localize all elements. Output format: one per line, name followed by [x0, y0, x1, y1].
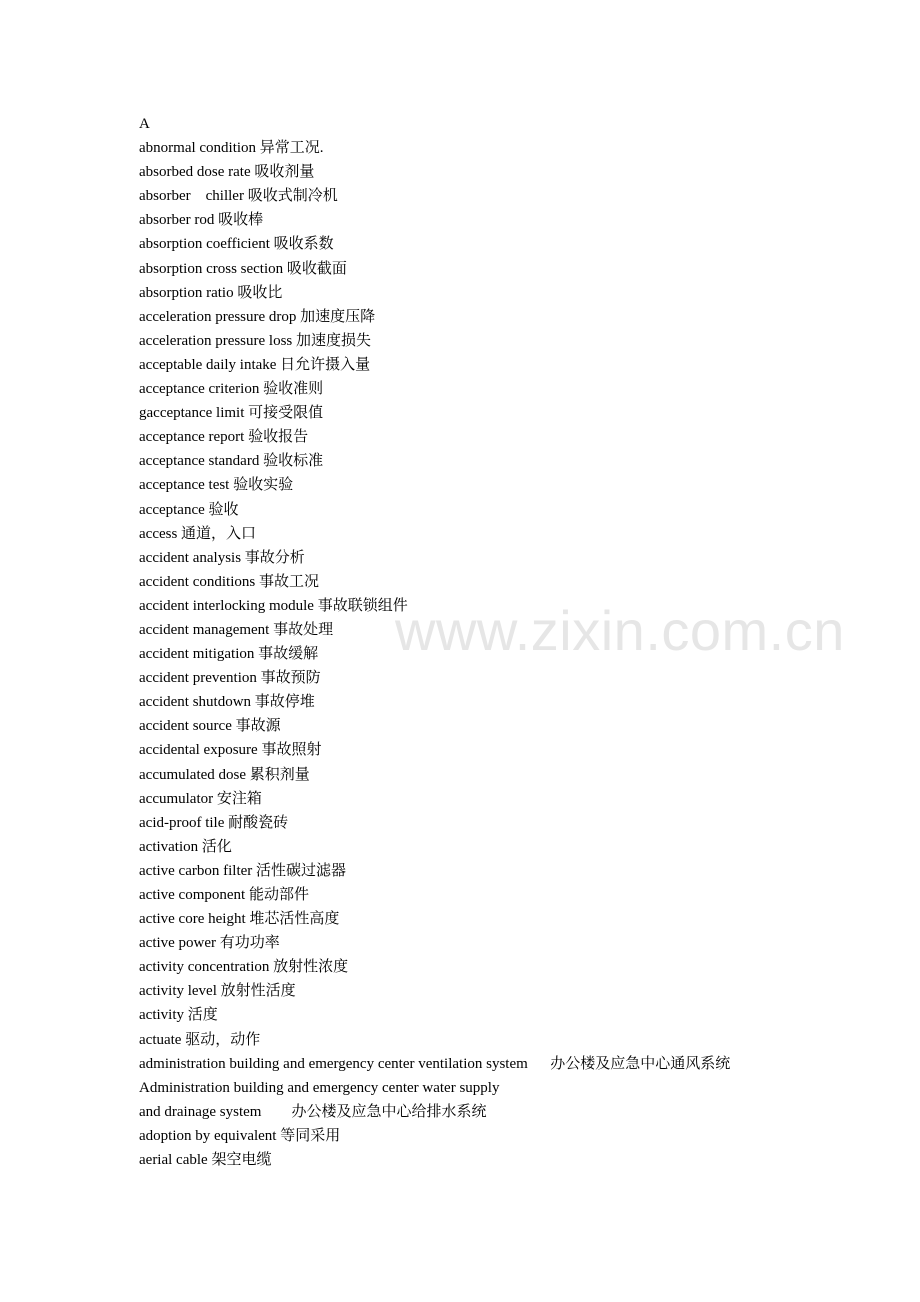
glossary-entry: aerial cable 架空电缆	[139, 1152, 272, 1169]
glossary-entry: activity level 放射性活度	[139, 983, 296, 1000]
glossary-entry: abnormal condition 异常工况.	[139, 140, 324, 157]
glossary-entry: acceptance test 验收实验	[139, 477, 294, 494]
glossary-entry: acceleration pressure loss 加速度损失	[139, 332, 372, 349]
glossary-entry: absorber rod 吸收棒	[139, 212, 264, 229]
glossary-entry: actuate 驱动，动作	[139, 1031, 261, 1048]
glossary-entry: and drainage system 办公楼及应急中心给排水系统	[139, 1103, 487, 1120]
section-letter: A	[139, 116, 150, 132]
glossary-entry: acceptance standard 验收标准	[139, 453, 324, 470]
glossary-entry: active component 能动部件	[139, 887, 309, 903]
glossary-entry: accident prevention 事故预防	[139, 670, 321, 687]
glossary-entry: acceptable daily intake 日允许摄入量	[139, 356, 371, 373]
glossary-entry: activity 活度	[139, 1007, 218, 1024]
glossary-entry: active core height 堆芯活性高度	[139, 911, 340, 928]
glossary-entry: absorbed dose rate 吸收剂量	[139, 164, 315, 181]
glossary-entry: adoption by equivalent 等同采用	[139, 1127, 341, 1144]
glossary-entry: Administration building and emergency center water supply	[139, 1079, 500, 1096]
glossary-entry: acid-proof tile 耐酸瓷砖	[139, 814, 289, 831]
glossary-entry: administration building and emergency center ventilation system 办公楼及应急中心通风系统	[139, 1055, 731, 1072]
glossary-entry: acceptance 验收	[139, 501, 239, 518]
glossary-entry: activation 活化	[139, 838, 232, 855]
glossary-entry: accident mitigation 事故缓解	[139, 646, 319, 663]
glossary-entry: absorption ratio 吸收比	[139, 284, 283, 301]
glossary-page	[139, 112, 859, 1172]
glossary-entry-list	[139, 136, 859, 1172]
glossary-entry: gacceptance limit 可接受限值	[139, 405, 324, 422]
glossary-entry: active carbon filter 活性碳过滤器	[139, 862, 347, 879]
glossary-entry: accident shutdown 事故停堆	[139, 694, 315, 711]
glossary-entry: accidental exposure 事故照射	[139, 742, 322, 759]
glossary-entry: absorption cross section 吸收截面	[139, 260, 347, 277]
glossary-entry: accident conditions 事故工况	[139, 573, 319, 590]
glossary-entry: activity concentration 放射性浓度	[139, 959, 349, 976]
glossary-entry: accumulator 安注箱	[139, 790, 262, 807]
watermark-logo: www.zixin.com.cn	[395, 599, 845, 662]
glossary-entry: acceleration pressure drop 加速度压降	[139, 308, 376, 325]
glossary-entry: accumulated dose 累积剂量	[139, 766, 310, 783]
glossary-entry: accident analysis 事故分析	[139, 549, 305, 566]
glossary-entry: absorber chiller 吸收式制冷机	[139, 188, 338, 205]
glossary-entry: active power 有功功率	[139, 935, 280, 952]
glossary-entry: accident interlocking module 事故联锁组件	[139, 597, 408, 614]
glossary-entry: acceptance report 验收报告	[139, 429, 309, 446]
glossary-entry: absorption coefficient 吸收系数	[139, 236, 334, 253]
glossary-entry: acceptance criterion 验收准则	[139, 381, 324, 398]
glossary-entry: accident source 事故源	[139, 718, 281, 735]
glossary-entry: accident management 事故处理	[139, 621, 334, 638]
glossary-entry: access 通道，入口	[139, 525, 257, 542]
